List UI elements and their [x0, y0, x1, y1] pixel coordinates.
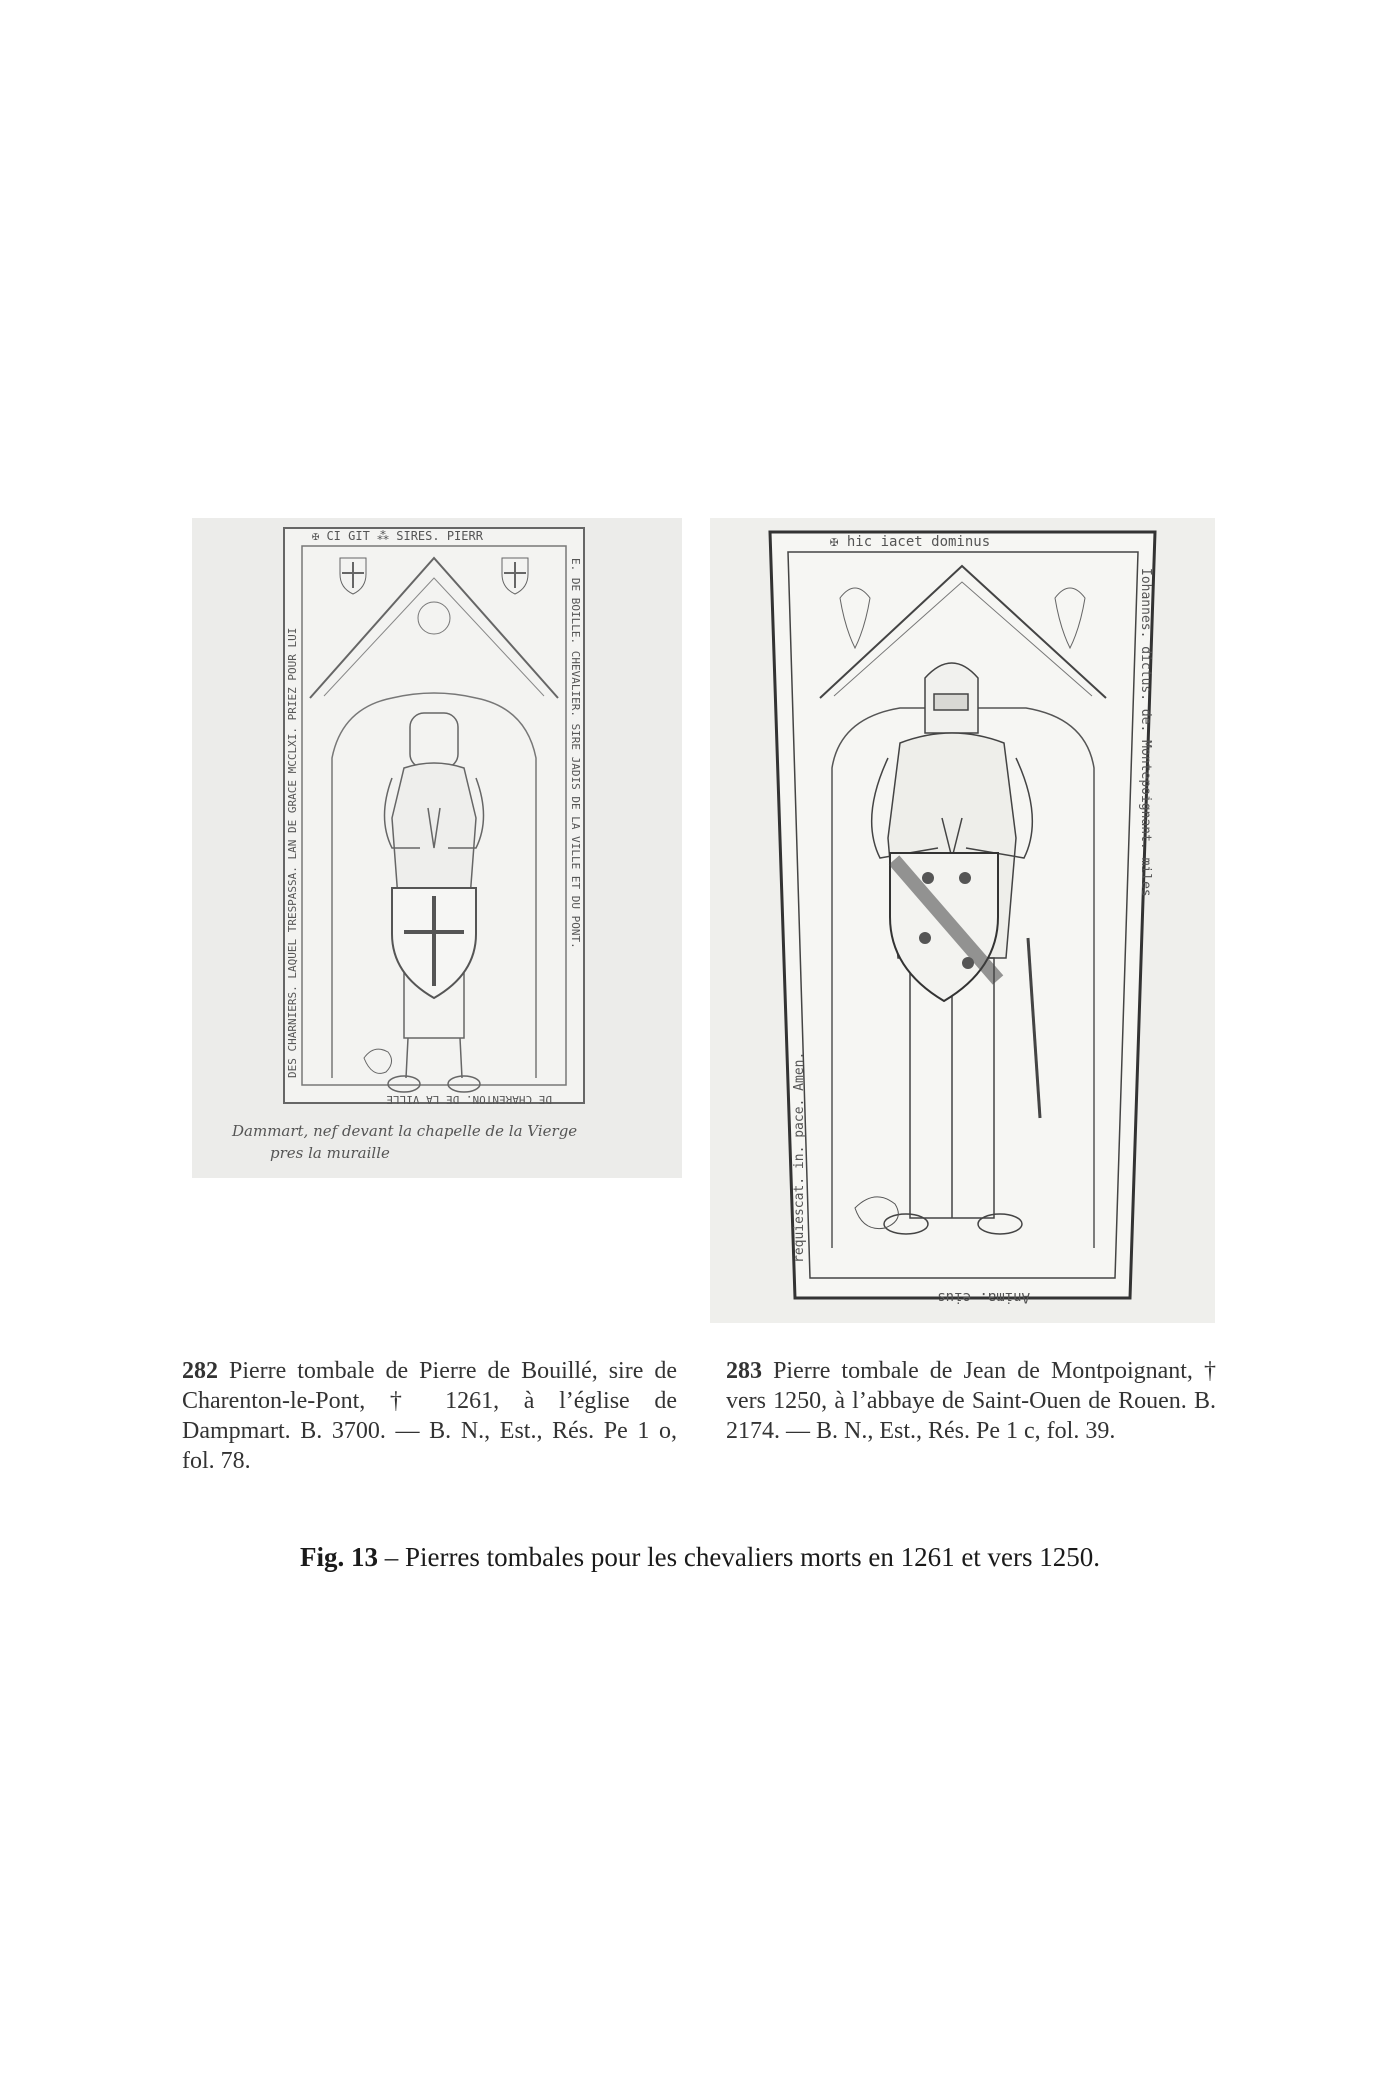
inscription-top-282: ✠ CI GIT ⁂ SIRES. PIERR — [312, 529, 483, 543]
inscription-left-283: requiescat. in. pace. Amen. — [792, 1051, 807, 1263]
inscription-left-282: DES CHARNIERS. LAQUEL TRESPASSA. LAN DE GRACE MCCLXI. PRIEZ POUR LUI — [286, 627, 299, 1078]
plate-caption-283 — [726, 1356, 1216, 1446]
figure-label: Fig. 13 — [299, 1542, 378, 1572]
tomb-drawing-282 — [192, 518, 682, 1178]
tomb-plate-283 — [710, 518, 1215, 1323]
inscription-right-282: E. DE BOILLE. CHEVALIER. SIRE JADIS DE LA VILLE ET DU PONT. — [569, 558, 582, 949]
tomb-drawing-283 — [710, 518, 1215, 1323]
plate-number: 282 — [182, 1358, 218, 1384]
inscription-top-283: ✠ hic iacet dominus — [830, 534, 991, 550]
inscription-right-283: Iohannes. dictus. de. Montepoignant. miles — [1138, 568, 1153, 897]
plate-description: Pierre tombale de Pierre de Bouillé, sire de Charenton-le-Pont, † 1261, à l’église de Dampmart. B. 3700. — B. N., Est., Rés. Pe 1 o, fol. 78. — [182, 1358, 677, 1474]
handwritten-note-line-2: pres la muraille — [270, 1144, 390, 1162]
figure-caption-text: Pierres tombales pour les chevaliers morts en 1261 et vers 1250. — [404, 1542, 1101, 1572]
figure-caption — [0, 1542, 1400, 1573]
figure-dash: – — [377, 1542, 405, 1572]
inscription-bottom-282: DE CHARENTON. DE LA VILLE — [386, 1093, 552, 1106]
plate-caption-282 — [182, 1356, 677, 1476]
plate-description: Pierre tombale de Jean de Montpoignant, † vers 1250, à l’abbaye de Saint-Ouen de Rouen. B. 2174. — B. N., Est., Rés. Pe 1 c, fol. 39. — [726, 1358, 1216, 1444]
handwritten-note-line-1: Dammart, nef devant la chapelle de la Vierge — [232, 1122, 578, 1140]
inscription-bottom-283: Anima. eius — [937, 1289, 1030, 1305]
tomb-plate-282 — [192, 518, 682, 1178]
plate-number: 283 — [726, 1358, 762, 1384]
